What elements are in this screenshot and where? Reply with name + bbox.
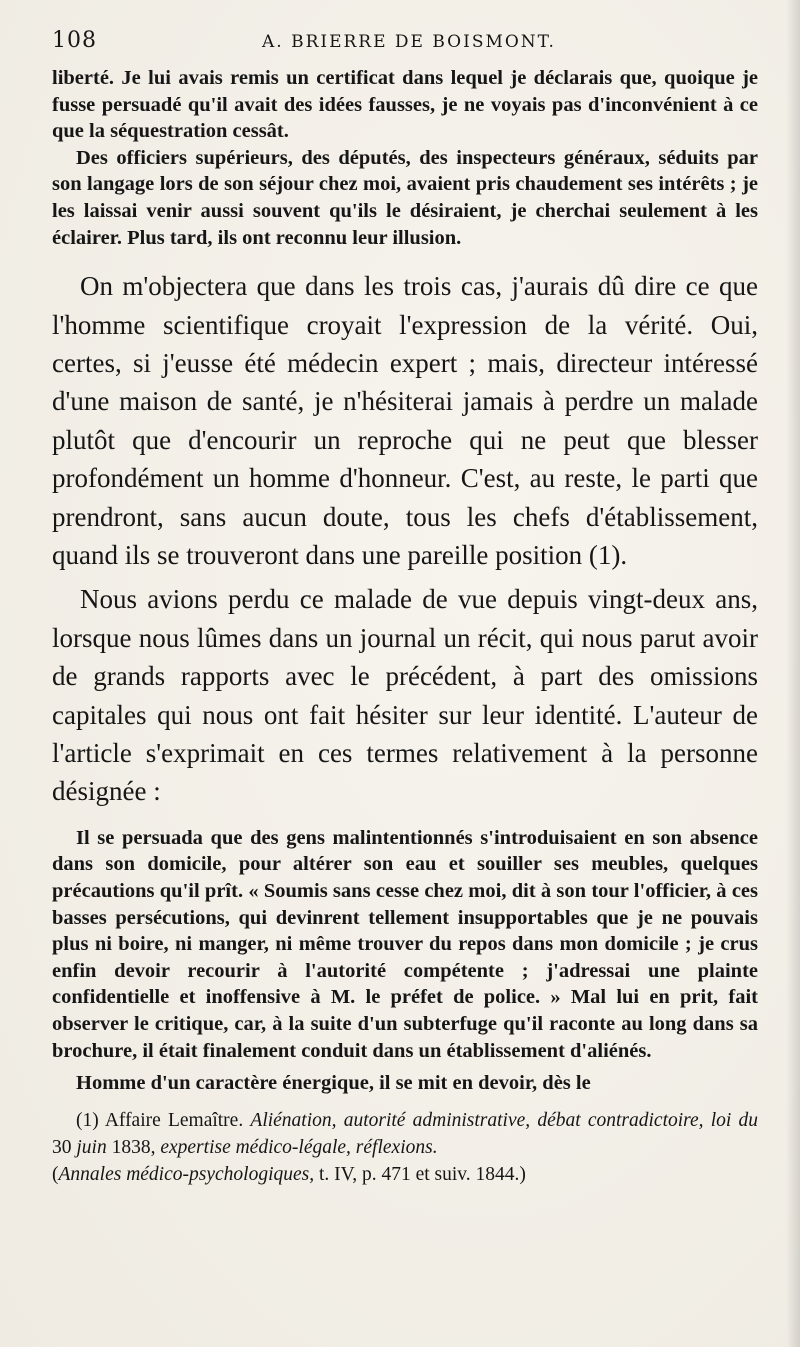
paragraph-malade-perdu: Nous avions perdu ce malade de vue depuis vingt-deux ans, lorsque nous lûmes dans un journal un récit, qui nous parut avoir de grands rapports avec le précédent, à part des omissions capitales qui nous ont fait hésiter sur leur identité. L'auteur de l'article s'exprimait en ces termes relativement à la personne désignée : [52,584,758,807]
page-edge-shadow [786,0,800,1347]
footnote-date-month: juin [76,1136,107,1158]
footnote-reference: t. IV, p. 471 et suiv. 1844.) [318,1164,526,1186]
footnote-paren-open: ( [52,1164,59,1186]
footnote-date-year: 1838, [111,1136,156,1158]
paragraph-objection: On m'objectera que dans les trois cas, j'aurais dû dire ce que l'homme scientifique croyait l'expression de la vérité. Oui, certes, si j'eusse été médecin expert ; mais, directeur intéressé d'une maison de santé, je n'hésiterai jamais à perdre un malade plutôt que d'encourir un reproche qui ne peut que blesser profondément un homme d'honneur. C'est, au reste, le parti que prendront, sans aucun doute, tous les chefs d'établissement, quand ils se trouveront dans une pareille position (1). [52,271,758,570]
footnote-subtitle-italic: expertise médico-légale, réflexions. [160,1136,438,1158]
running-title: A. BRIERRE DE BOISMONT. [262,32,556,52]
paragraph-officiers: Des officiers supérieurs, des députés, des inspecteurs généraux, séduits par son langage lors de son séjour chez moi, avaient pris chaudement ses intérêts ; je les laissai venir aussi souvent qu'ils le désiraient, je cherchai seulement à les éclairer. Plus tard, ils ont reconnu leur illusion. [52,146,758,249]
quoted-article-continued: Homme d'un caractère énergique, il se mit en devoir, dès le [76,1072,591,1095]
footnote-1 [52,1107,758,1189]
footnote-date-day: 30 [52,1136,72,1158]
paragraph-liberte: liberté. Je lui avais remis un certificat dans lequel je déclarais que, quoique je fusse persuadé qu'il avait des idées fausses, je ne voyais pas d'inconvénient à ce que la séquestration cessât. [52,67,758,143]
quoted-article: Il se persuada que des gens malintentionnés s'introduisaient en son absence dans son domicile, pour altérer son eau et souiller ses meubles, quelques précautions qu'il prît. « Soumis sans cesse chez moi, dit à son tour l'officier, à ces basses persécutions, qui devinrent tellement insupportables que je ne pouvais plus ni boire, ni manger, ni même trouver du repos dans mon domicile ; je crus enfin devoir recourir à l'autorité compétente ; j'adressai une plainte confidentielle et inoffensive à M. le préfet de police. » Mal lui en prit, fait observer le critique, car, à la suite d'un subterfuge qu'il raconte au long dans sa brochure, il était finalement conduit dans un établissement d'aliénés. [52,826,758,1062]
running-header [52,28,758,53]
footnote-journal: Annales médico-psychologiques, [58,1164,315,1186]
footnote-marker: (1) Affaire Lemaître. [76,1109,244,1131]
footnote-title-italic: Aliénation, autorité administrative, débat contradictoire, loi du [250,1109,759,1131]
page-number: 108 [52,28,97,53]
